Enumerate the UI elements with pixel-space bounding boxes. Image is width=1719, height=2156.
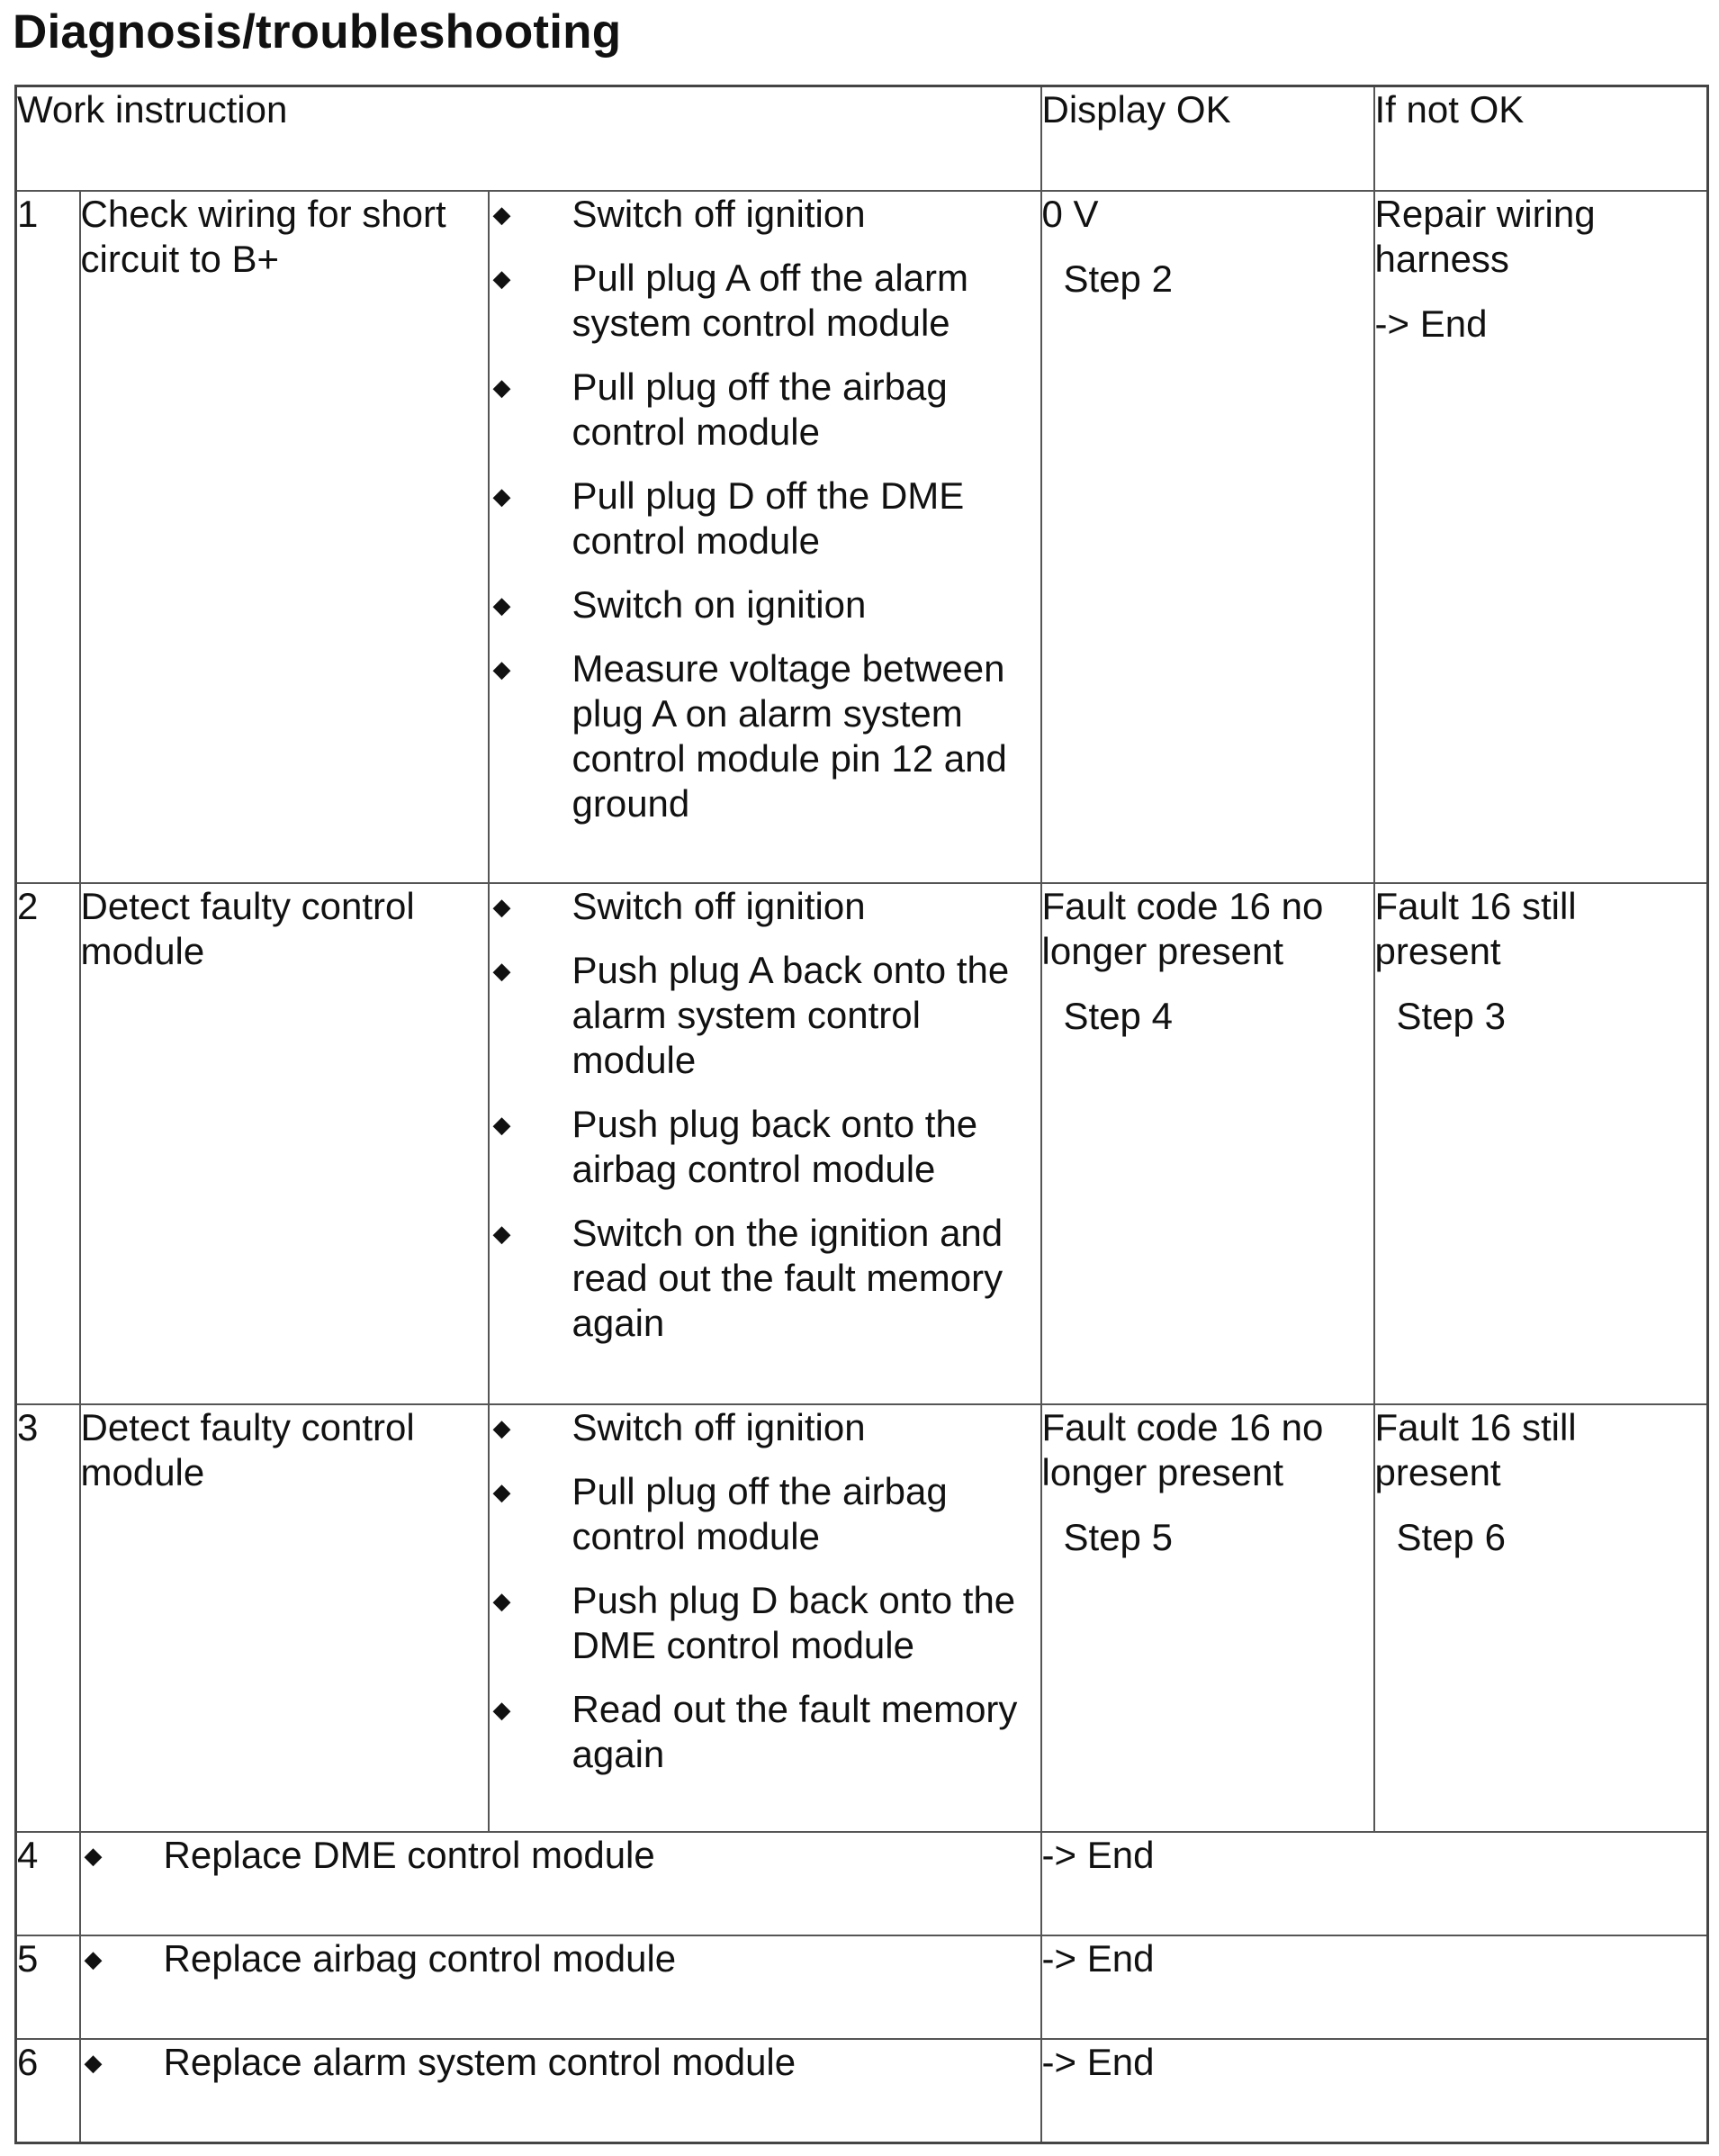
display-ok-value: 0 V [1041,192,1099,235]
table-row [16,883,1708,1404]
if-not-ok-value: Repair wiring harness [1374,192,1596,280]
step-number: 5 [16,1935,80,2039]
list-item [490,582,1040,627]
step-instructions [489,191,1041,883]
instruction-text: Read out the fault memory again [572,1688,1018,1776]
if-not-ok-next-step: Step 3 [1396,995,1506,1038]
step-title: Check wiring for short circuit to B+ [80,191,489,883]
if-not-ok-value: Fault 16 still present [1374,1406,1577,1494]
diamond-bullet-icon: ◆ [84,2049,103,2077]
instruction-text: Push plug D back onto the DME control module [572,1579,1016,1667]
instruction-text: Replace alarm system control module [163,2041,796,2084]
list-item [490,1469,1040,1559]
diamond-bullet-icon: ◆ [492,264,511,292]
result-cell: -> End [1041,1935,1708,2039]
table-row [16,1935,1708,2039]
table-row [16,1404,1708,1832]
diamond-bullet-icon: ◆ [492,591,511,618]
diamond-bullet-icon: ◆ [492,1696,511,1724]
step-instructions [80,2039,1041,2142]
step-instructions [489,883,1041,1404]
diamond-bullet-icon: ◆ [84,1945,103,1973]
diamond-bullet-icon: ◆ [492,200,511,228]
instruction-text: Switch on the ignition and read out the fault memory again [572,1212,1004,1345]
diamond-bullet-icon: ◆ [492,893,511,921]
instruction-text: Switch on ignition [572,582,867,626]
instruction-text: Pull plug off the airbag control module [572,365,948,453]
instruction-text: Switch off ignition [572,885,866,928]
instruction-text: Replace airbag control module [163,1937,677,1980]
display-ok-cell [1041,883,1374,1404]
display-ok-cell [1041,191,1374,883]
step-title: Detect faulty control module [80,883,489,1404]
diamond-bullet-icon: ◆ [492,1111,511,1139]
diamond-bullet-icon: ◆ [492,1478,511,1506]
list-item [490,1102,1040,1192]
list-item [490,192,1040,237]
diamond-bullet-icon: ◆ [492,1587,511,1615]
list-item [490,948,1040,1083]
instruction-text: Push plug back onto the airbag control module [572,1103,978,1191]
step-number: 1 [16,191,80,883]
list-item [490,1687,1040,1777]
instruction-text: Pull plug A off the alarm system control module [572,256,969,344]
table-row [16,2039,1708,2142]
header-row [16,86,1708,191]
list-item [490,365,1040,455]
instruction-text: Push plug A back onto the alarm system control module [572,949,1010,1082]
instruction-text: Pull plug D off the DME control module [572,474,965,562]
if-not-ok-cell [1374,1404,1708,1832]
instruction-text: Pull plug off the airbag control module [572,1470,948,1558]
result-cell: -> End [1041,1832,1708,1935]
list-item [490,1405,1040,1450]
if-not-ok-value: Fault 16 still present [1374,885,1577,973]
step-number: 4 [16,1832,80,1935]
display-ok-value: Fault code 16 no longer present [1041,885,1324,973]
instruction-text: Replace DME control module [163,1833,655,1876]
instruction-text: Measure voltage between plug A on alarm system control module pin 12 and ground [572,646,1007,825]
list-item [490,474,1040,564]
header-if-not-ok: If not OK [1374,86,1708,191]
step-number: 3 [16,1404,80,1832]
header-work-instruction: Work instruction [16,86,1041,191]
display-ok-next-step: Step 5 [1063,1516,1173,1559]
if-not-ok-cell [1374,191,1708,883]
list-item [490,646,1040,826]
list-item [490,256,1040,346]
table-row [16,1832,1708,1935]
diamond-bullet-icon: ◆ [492,373,511,401]
step-number: 6 [16,2039,80,2142]
step-instructions [80,1832,1041,1935]
step-instructions [489,1404,1041,1832]
step-number: 2 [16,883,80,1404]
display-ok-cell [1041,1404,1374,1832]
table-row [16,191,1708,883]
step-instructions [80,1935,1041,2039]
list-item [490,1211,1040,1346]
step-title: Detect faulty control module [80,1404,489,1832]
diagnosis-table [14,85,1709,2144]
list-item [490,1578,1040,1668]
display-ok-next-step: Step 2 [1063,257,1173,300]
diamond-bullet-icon: ◆ [492,482,511,510]
header-display-ok: Display OK [1041,86,1374,191]
diamond-bullet-icon: ◆ [492,957,511,985]
if-not-ok-cell [1374,883,1708,1404]
diamond-bullet-icon: ◆ [492,1414,511,1442]
instruction-text: Switch off ignition [572,1406,866,1449]
result-cell: -> End [1041,2039,1708,2142]
display-ok-next-step: Step 4 [1063,995,1173,1038]
if-not-ok-next-step: -> End [1374,302,1488,345]
instruction-text: Switch off ignition [572,192,866,235]
diamond-bullet-icon: ◆ [492,654,511,682]
list-item [490,884,1040,929]
display-ok-value: Fault code 16 no longer present [1041,1406,1324,1494]
diamond-bullet-icon: ◆ [492,1220,511,1248]
diamond-bullet-icon: ◆ [84,1841,103,1869]
page-title: Diagnosis/troubleshooting [13,5,622,59]
if-not-ok-next-step: Step 6 [1396,1516,1506,1559]
